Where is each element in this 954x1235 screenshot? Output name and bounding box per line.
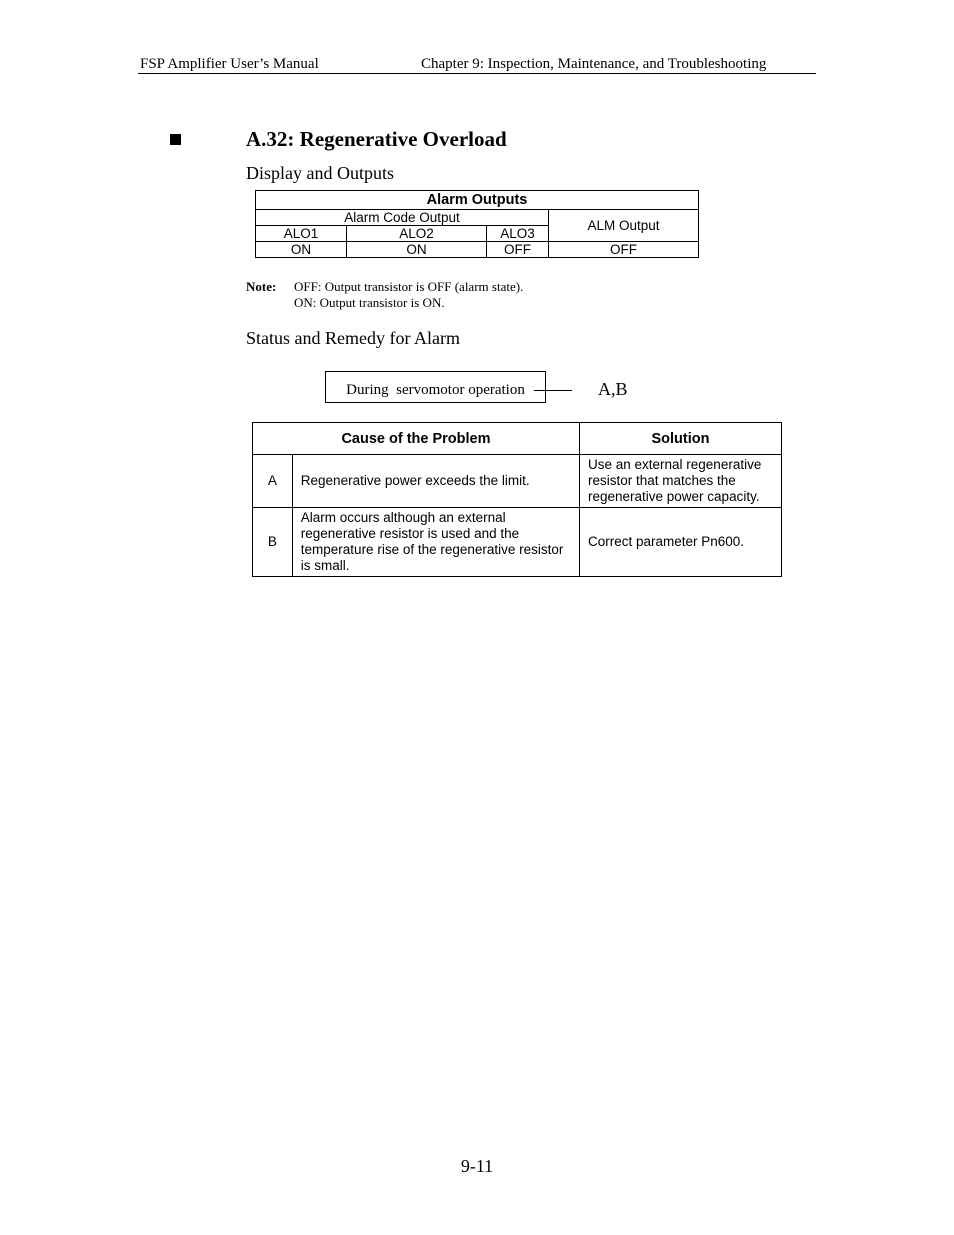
value-alm-output: OFF <box>549 242 699 258</box>
status-condition-box: During servomotor operation <box>325 371 546 403</box>
alarm-outputs-table <box>255 190 699 258</box>
row-id-b: B <box>253 508 293 577</box>
status-connector-line <box>534 390 572 391</box>
cause-solution-table <box>252 422 782 577</box>
note-line-off: OFF: Output transistor is OFF (alarm state). <box>294 279 524 294</box>
column-header-alo3: ALO3 <box>487 226 549 242</box>
value-alo2: ON <box>347 242 487 258</box>
value-alo1: ON <box>256 242 347 258</box>
cause-text-b: Alarm occurs although an external regenerative resistor is used and the temperature rise of the regenerative resistor is small. <box>292 508 579 577</box>
cause-text-a: Regenerative power exceeds the limit. <box>292 455 579 508</box>
status-result-label: A,B <box>598 379 628 399</box>
alarm-outputs-title: Alarm Outputs <box>256 191 699 210</box>
solution-header: Solution <box>579 423 781 455</box>
page-number: 9-11 <box>460 1156 494 1176</box>
status-remedy-heading: Status and Remedy for Alarm <box>246 328 460 348</box>
header-rule <box>138 73 816 74</box>
column-header-alo2: ALO2 <box>347 226 487 242</box>
cause-header: Cause of the Problem <box>253 423 580 455</box>
header-left: FSP Amplifier User’s Manual <box>140 56 319 72</box>
solution-text-a: Use an external regenerative resistor that matches the regenerative power capacity. <box>579 455 781 508</box>
note-line-on: ON: Output transistor is ON. <box>294 295 445 310</box>
table-row <box>253 455 782 508</box>
square-bullet-icon <box>170 134 181 145</box>
display-outputs-heading: Display and Outputs <box>246 163 394 183</box>
column-header-alo1: ALO1 <box>256 226 347 242</box>
note-label: Note: <box>246 279 277 294</box>
header-right: Chapter 9: Inspection, Maintenance, and Troubleshooting <box>421 56 767 72</box>
solution-text-b: Correct parameter Pn600. <box>579 508 781 577</box>
section-title: A.32: Regenerative Overload <box>246 127 507 151</box>
row-id-a: A <box>253 455 293 508</box>
alarm-code-output-header: Alarm Code Output <box>256 210 549 226</box>
value-alo3: OFF <box>487 242 549 258</box>
alm-output-header: ALM Output <box>549 210 699 242</box>
table-row <box>253 508 782 577</box>
